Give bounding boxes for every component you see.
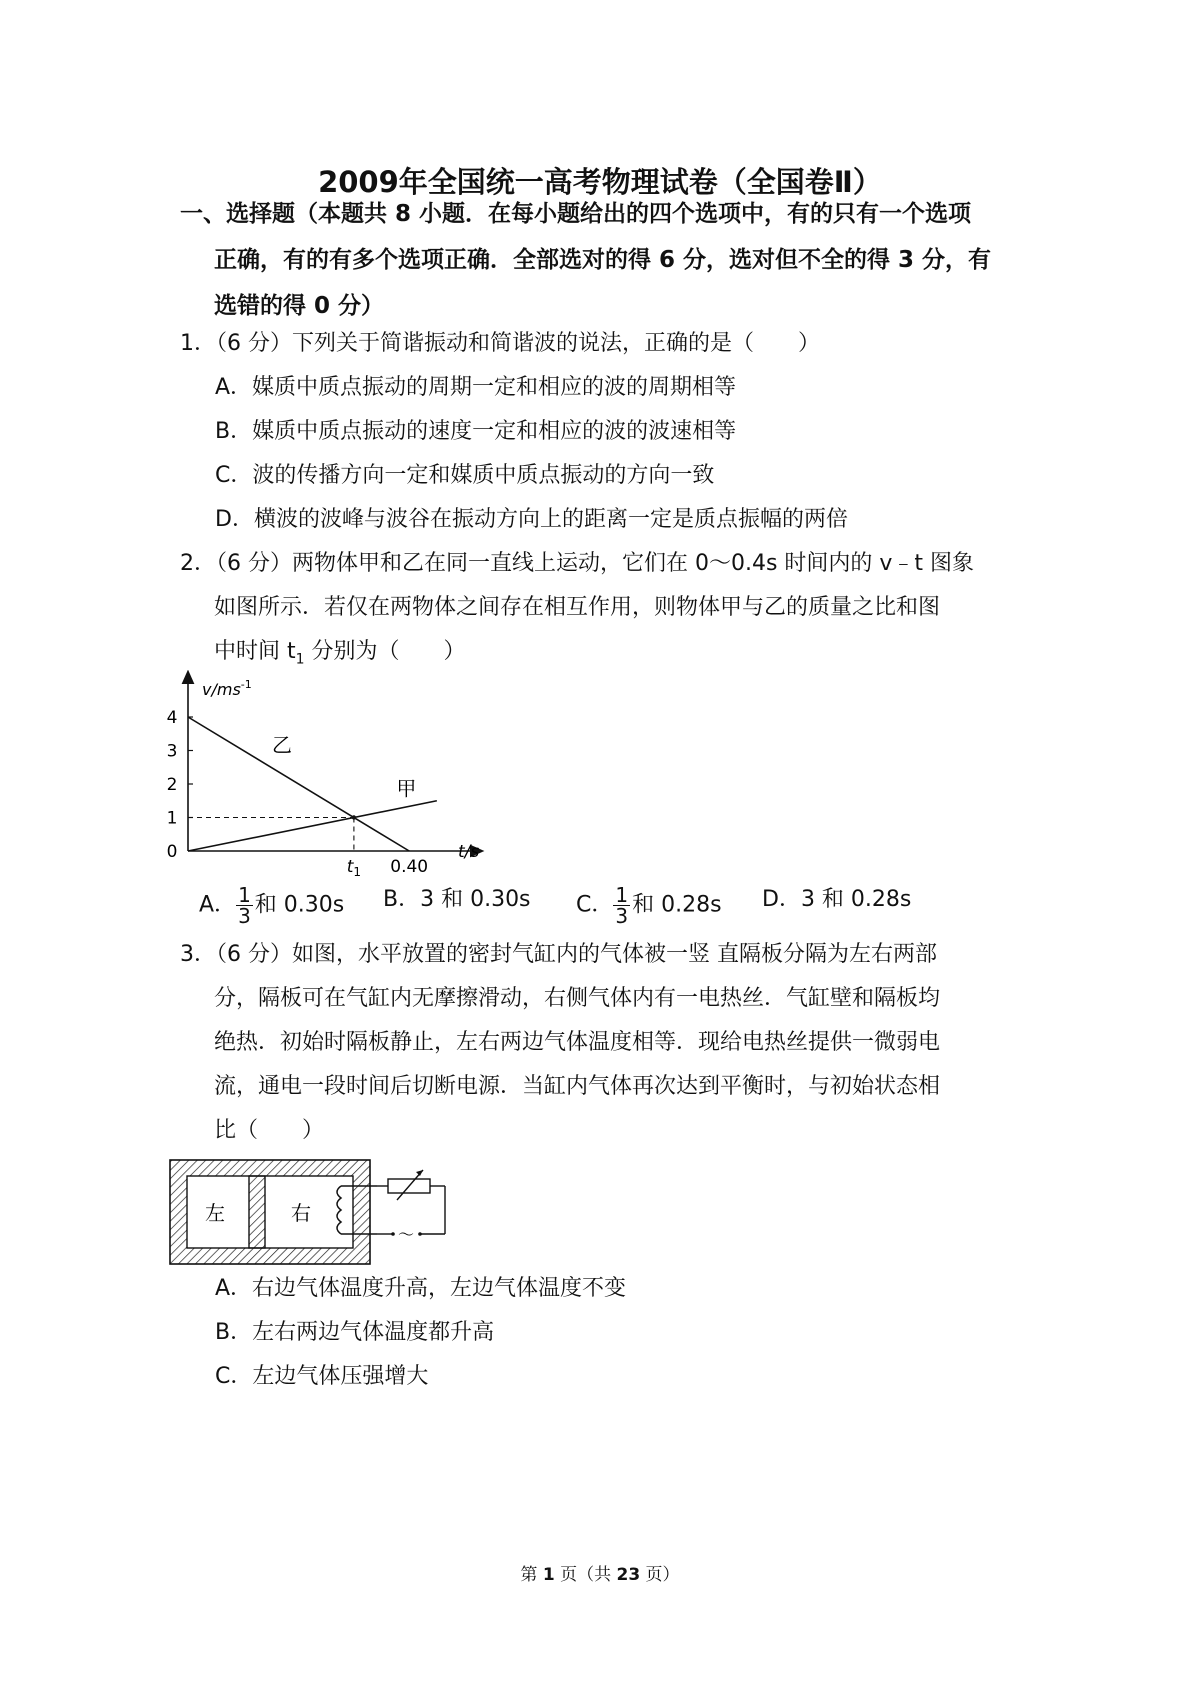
q2-stem-line1: 2．（6 分）两物体甲和乙在同一直线上运动，它们在 0～0.4s 时间内的 v﹣t 图象 xyxy=(180,551,975,576)
cylinder-diagram xyxy=(165,1158,455,1268)
fraction-one-third: $\frac{1}{3}$ xyxy=(615,883,629,928)
q2-option-c: C． $\frac{1}{3}$ 和 0.28s xyxy=(576,883,722,928)
x-tick-label: $t_1$ xyxy=(346,857,362,879)
section-header-line1: 一、选择题（本题共 8 小题．在每小题给出的四个选项中，有的只有一个选项 xyxy=(180,201,972,227)
q3-option-a: A．右边气体温度升高，左边气体温度不变 xyxy=(215,1276,627,1301)
y-tick-label: 2 xyxy=(166,775,178,795)
x-tick-label: 0.40 xyxy=(390,857,429,877)
partition xyxy=(249,1176,265,1248)
series-label-jia: 甲 xyxy=(396,776,417,801)
series-line-0 xyxy=(188,717,409,851)
y-tick-label: 3 xyxy=(166,741,178,762)
q3-option-c: C．左边气体压强增大 xyxy=(215,1364,429,1389)
q3-stem-line2: 分，隔板可在气缸内无摩擦滑动，右侧气体内有一电热丝．气缸壁和隔板均 xyxy=(214,986,941,1011)
q2-option-b: B．3 和 0.30s xyxy=(383,887,531,912)
q1-stem: 1．（6 分）下列关于简谐振动和简谐波的说法，正确的是（ ） xyxy=(180,331,820,356)
series-line-1 xyxy=(188,801,437,851)
q1-option-b: B．媒质中质点振动的速度一定和相应的波的波速相等 xyxy=(215,419,737,444)
q3-stem-line4: 流，通电一段时间后切断电源．当缸内气体再次达到平衡时，与初始状态相 xyxy=(214,1074,941,1099)
y-tick-label: 1 xyxy=(166,808,178,829)
q3-stem-line3: 绝热．初始时隔板静止，左右两边气体温度相等．现给电热丝提供一微弱电 xyxy=(214,1030,941,1055)
q2-stem-line2: 如图所示．若仅在两物体之间存在相互作用，则物体甲与乙的质量之比和图 xyxy=(214,595,941,620)
intersection-point xyxy=(352,815,356,819)
q2-stem-line3: 中时间 $t_1$ 分别为（ ） xyxy=(214,639,466,668)
y-tick-label: 0 xyxy=(166,842,178,862)
q3-stem-line5: 比（ ） xyxy=(214,1118,325,1143)
series-label-yi: 乙 xyxy=(272,733,293,758)
y-axis-label: $v/ms^{-1}$ xyxy=(202,678,252,699)
left-chamber-label: 左 xyxy=(205,1201,225,1225)
page-footer: 第 1 页（共 23 页） xyxy=(520,1565,680,1585)
section-header-line2: 正确，有的有多个选项正确．全部选对的得 6 分，选对但不全的得 3 分，有 xyxy=(214,247,992,273)
y-tick-label: 4 xyxy=(166,708,178,728)
q2-option-a: A． $\frac{1}{3}$ 和 0.30s xyxy=(199,883,345,928)
q2-option-d: D．3 和 0.28s xyxy=(762,887,912,912)
q3-option-b: B．左右两边气体温度都升高 xyxy=(215,1320,495,1345)
fraction-one-third: $\frac{1}{3}$ xyxy=(238,883,251,928)
vt-graph xyxy=(160,670,500,885)
q3-stem-line1: 3．（6 分）如图，水平放置的密封气缸内的气体被一竖 直隔板分隔为左右两部 xyxy=(180,942,937,967)
x-axis-label: t/s xyxy=(458,842,480,862)
ac-source-label: ～ xyxy=(397,1225,415,1244)
q1-option-c: C．波的传播方向一定和媒质中质点振动的方向一致 xyxy=(215,463,715,488)
right-chamber-label: 右 xyxy=(291,1201,311,1225)
q1-option-a: A．媒质中质点振动的周期一定和相应的波的周期相等 xyxy=(215,375,737,400)
page-title: 2009年全国统一高考物理试卷（全国卷Ⅱ） xyxy=(318,165,882,199)
q1-option-d: D．横波的波峰与波谷在振动方向上的距离一定是质点振幅的两倍 xyxy=(215,507,848,532)
section-header-line3: 选错的得 0 分） xyxy=(214,293,385,319)
